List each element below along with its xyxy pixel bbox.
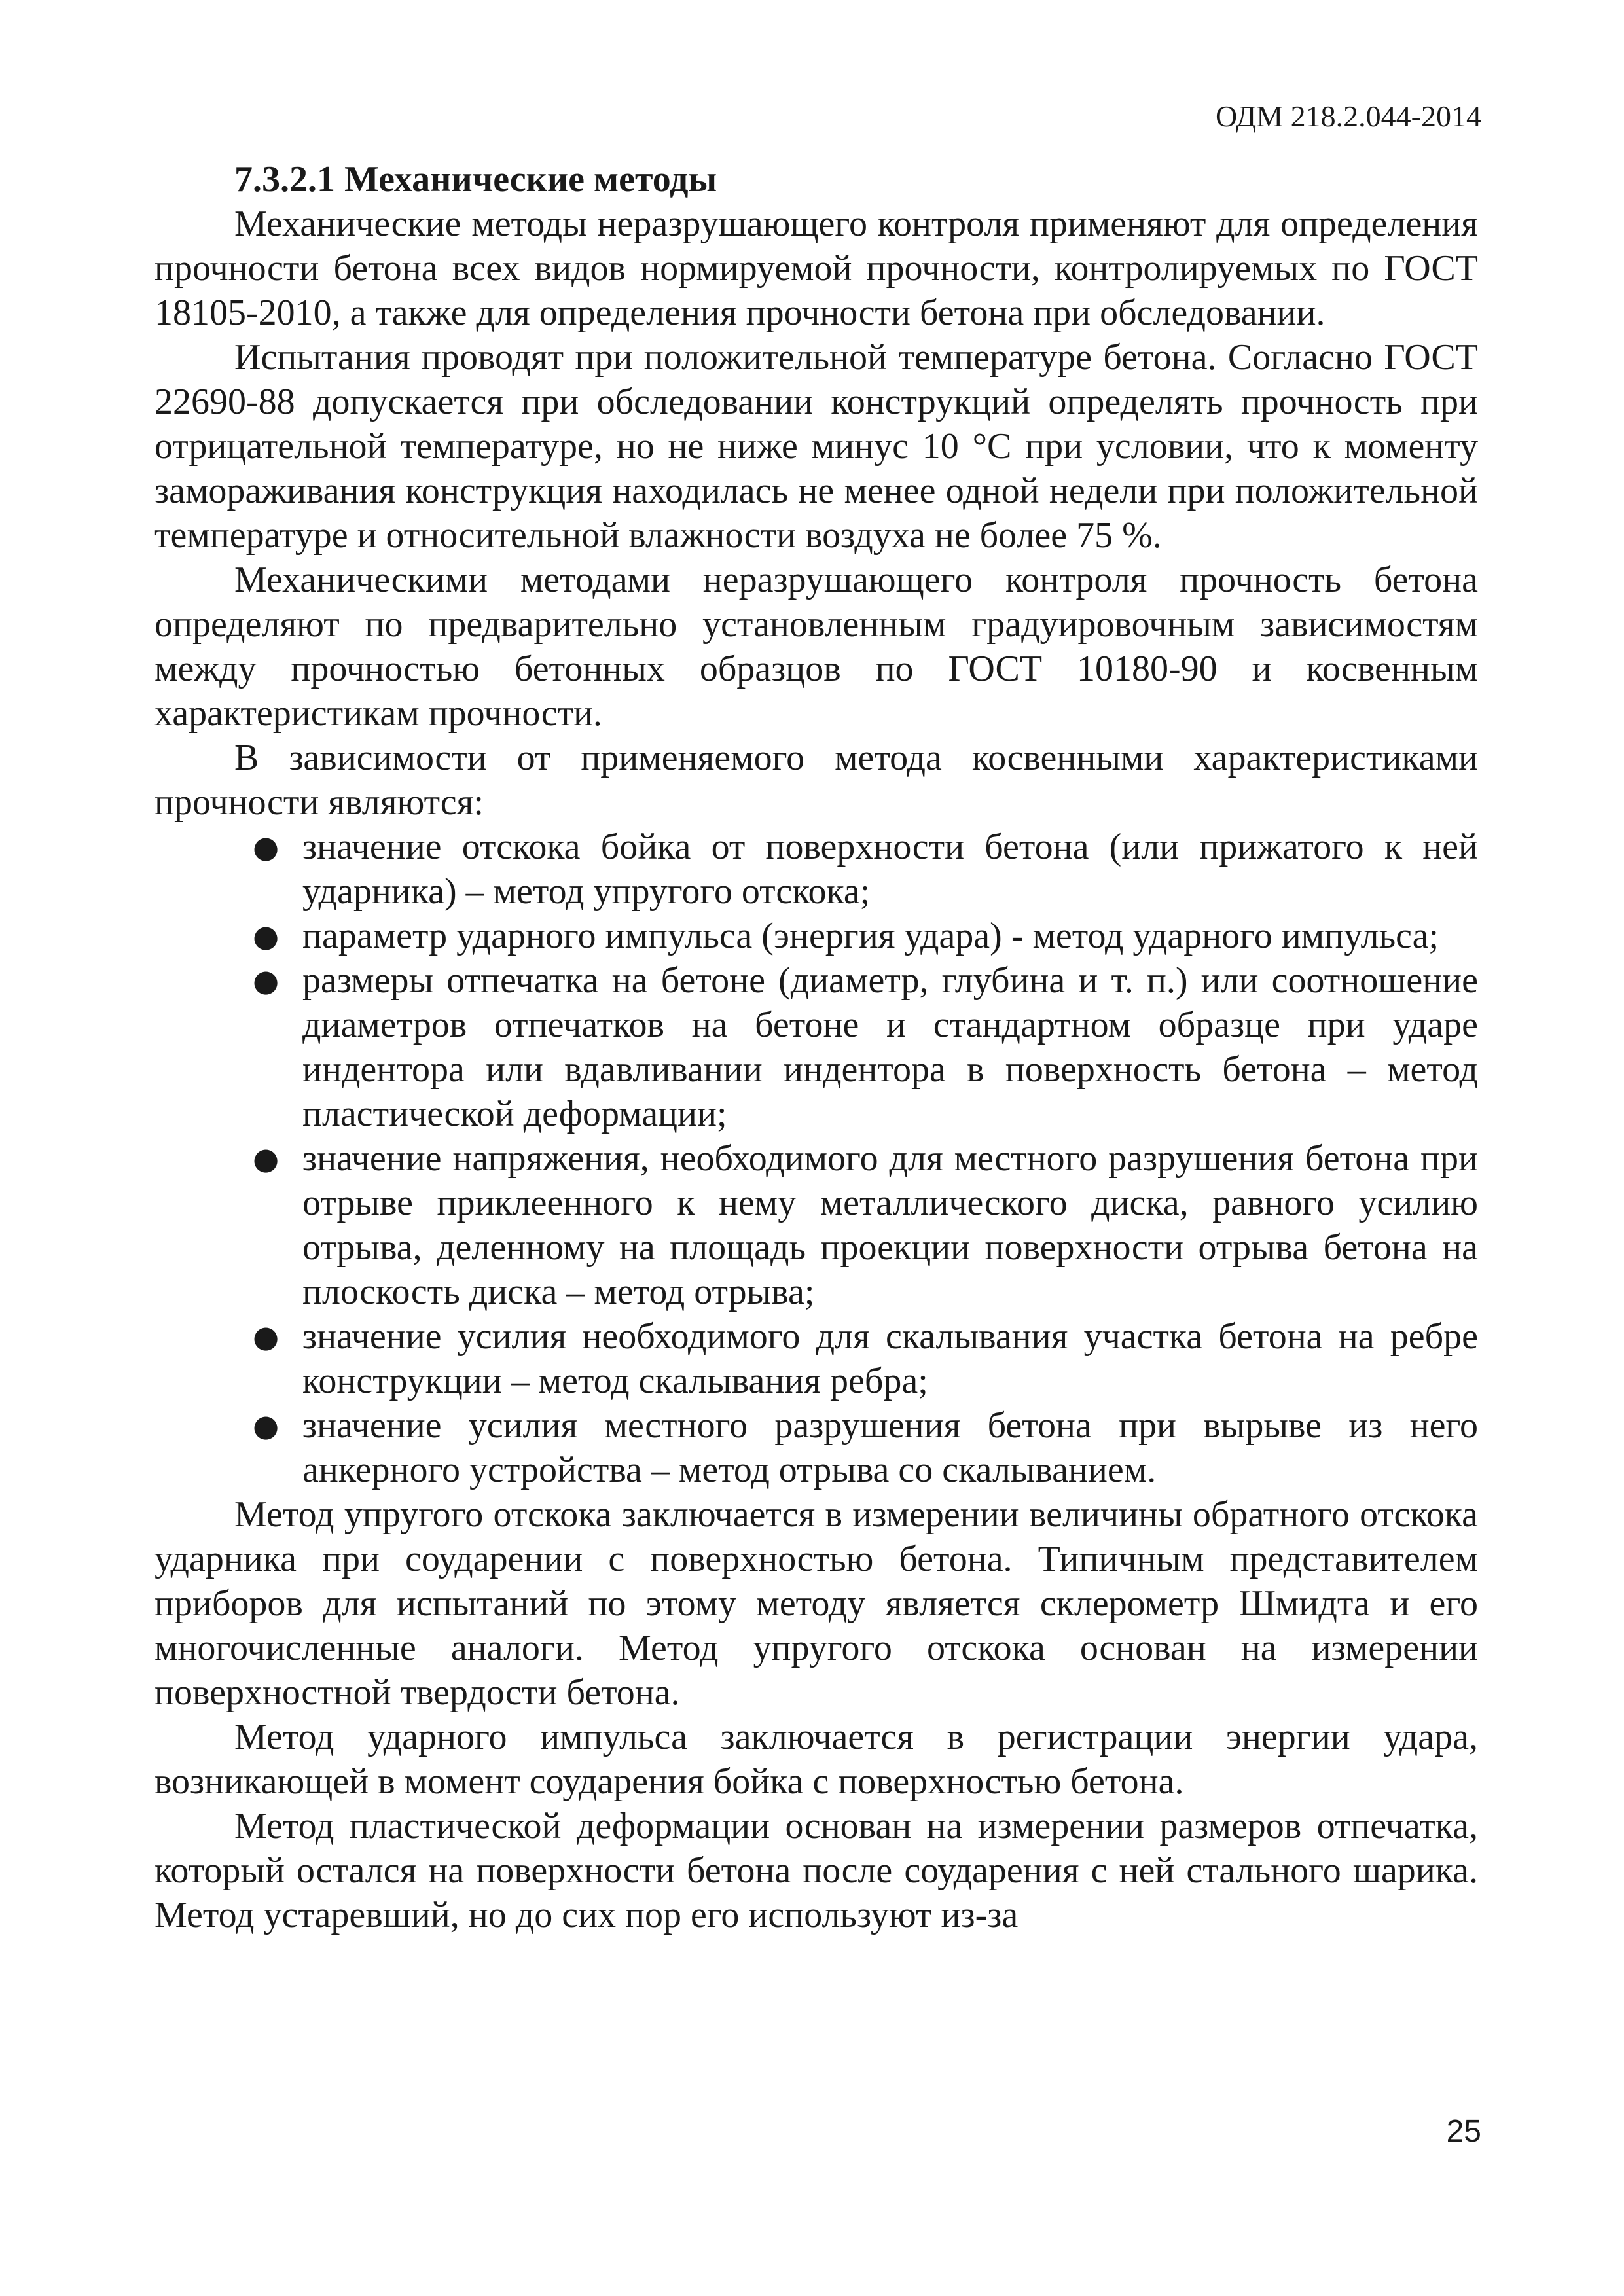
list-item-text: значение усилия местного разрушения бетона при вырыве из него анкерного устройства – метод отрыва со скалыванием.	[302, 1405, 1478, 1490]
paragraph: В зависимости от применяемого метода косвенными характеристиками прочности являются:	[154, 738, 1478, 823]
list-item	[154, 825, 1478, 914]
list-item-text: размеры отпечатка на бетоне (диаметр, глубина и т. п.) или соотношение диаметров отпечатков на бетоне и стандартном образце при ударе индентора или вдавливании индентора в поверхность бетона – метод пластической деформации;	[302, 960, 1478, 1134]
paragraph: Метод ударного импульса заключается в регистрации энергии удара, возникающей в момент соударения бойка с поверхностью бетона.	[154, 1717, 1478, 1802]
bullet-icon: ●	[253, 918, 280, 954]
paragraph: Метод упругого отскока заключается в измерении величины обратного отскока ударника при соударении с поверхностью бетона. Типичным представителем приборов для испытаний по этому методу является склерометр Шмидта и его многочисленные аналоги. Метод упругого отскока основан на измерении поверхностной твердости бетона.	[154, 1494, 1478, 1713]
list-item-text: значение усилия необходимого для скалывания участка бетона на ребре конструкции – метод скалывания ребра;	[302, 1316, 1478, 1401]
list-item-text: параметр ударного импульса (энергия удара) - метод ударного импульса;	[302, 916, 1439, 956]
page-content	[154, 157, 1478, 1937]
bullet-list	[154, 825, 1478, 1492]
bullet-icon: ●	[253, 963, 280, 998]
paragraph: Метод пластической деформации основан на измерении размеров отпечатка, который остался на поверхности бетона после соударения с ней стального шарика. Метод устаревший, но до сих пор его используют из-за	[154, 1806, 1478, 1935]
page-number: 25	[1446, 2114, 1481, 2149]
bullet-icon: ●	[253, 1141, 280, 1176]
list-item	[154, 1136, 1478, 1314]
bullet-icon: ●	[253, 829, 280, 865]
paragraph: Испытания проводят при положительной температуре бетона. Согласно ГОСТ 22690-88 допускается при обследовании конструкций определять прочность при отрицательной температуре, но не ниже минус 10 °С при условии, что к моменту замораживания конструкция находилась не менее одной недели при положительной температуре и относительной влажности воздуха не более 75 %.	[154, 337, 1478, 556]
list-item	[154, 958, 1478, 1136]
document-code-header: ОДМ 218.2.044-2014	[1215, 99, 1481, 133]
list-item-text: значение отскока бойка от поверхности бетона (или прижатого к ней ударника) – метод упругого отскока;	[302, 827, 1478, 912]
list-item	[154, 914, 1478, 958]
paragraph: Механическими методами неразрушающего контроля прочность бетона определяют по предварительно установленным градуировочным зависимостям между прочностью бетонных образцов по ГОСТ 10180-90 и косвенным характеристикам прочности.	[154, 560, 1478, 734]
section-heading: 7.3.2.1 Механические методы	[234, 159, 717, 200]
bullet-icon: ●	[253, 1408, 280, 1443]
list-item-text: значение напряжения, необходимого для местного разрушения бетона при отрыве приклеенного к нему металлического диска, равного усилию отрыва, деленному на площадь проекции поверхности отрыва бетона на плоскость диска – метод отрыва;	[302, 1138, 1478, 1312]
list-item	[154, 1403, 1478, 1492]
list-item	[154, 1314, 1478, 1403]
paragraph: Механические методы неразрушающего контроля применяют для определения прочности бетона всех видов нормируемой прочности, контролируемых по ГОСТ 18105-2010, а также для определения прочности бетона при обследовании.	[154, 204, 1478, 333]
bullet-icon: ●	[253, 1319, 280, 1354]
